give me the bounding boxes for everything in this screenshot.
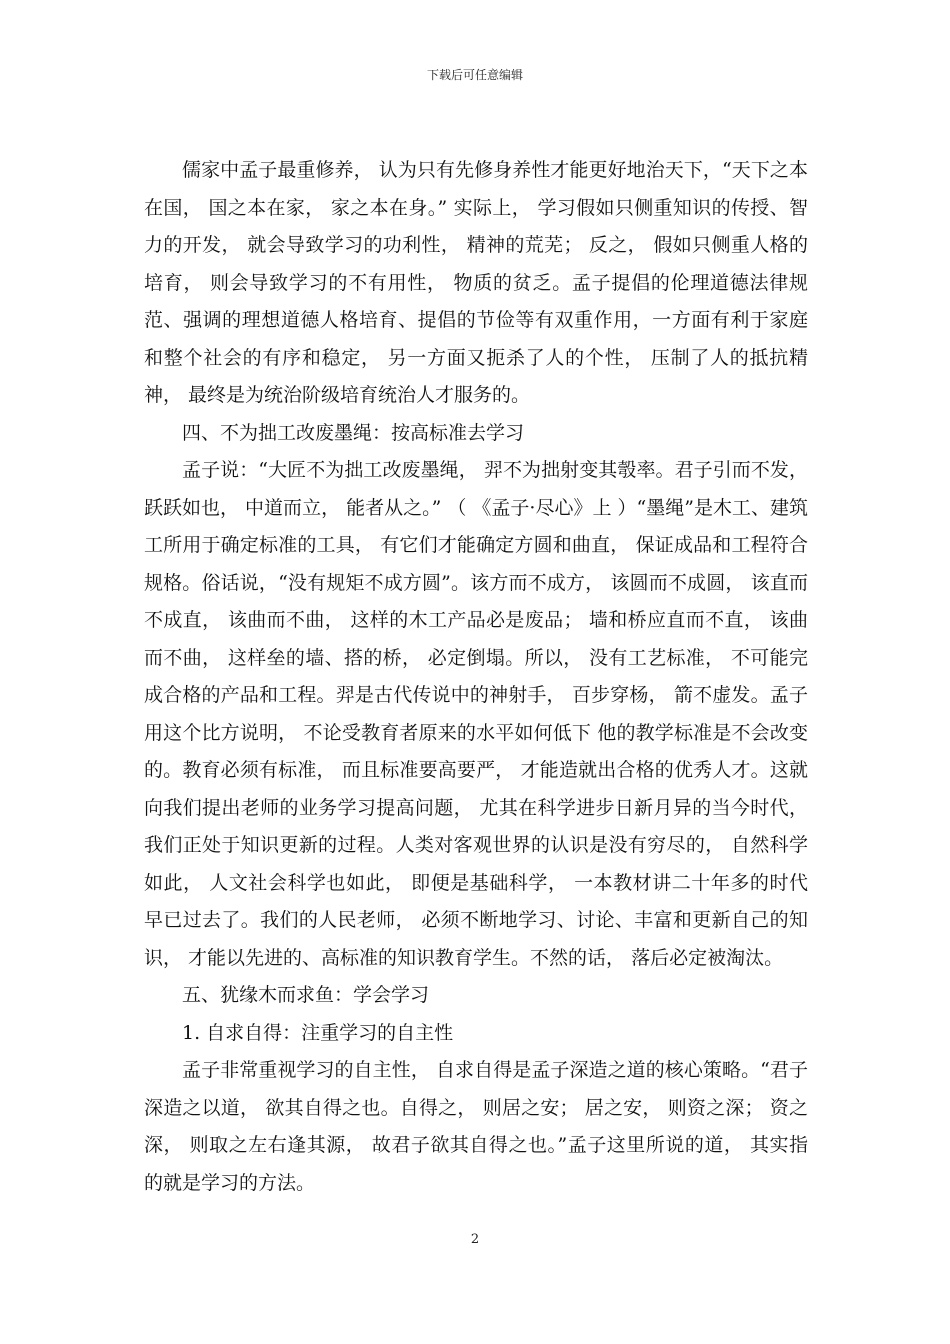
paragraph-self-learning: 孟子非常重视学习的自主性， 自求自得是孟子深造之道的核心策略。“君子深造之以道， 欲其自得之也。自得之， 则居之安； 居之安， 则资之深； 资之深， 则取之左右逢其源， 故君子欲其自得之也。”孟子这里所说的道， 其实指的就是学习的方法。	[144, 1059, 808, 1194]
page-number: 2	[470, 1232, 480, 1247]
section-heading-4: 四、不为拙工改废墨绳：按高标准去学习	[182, 421, 525, 444]
page-header: 下载后可任意编辑	[426, 68, 523, 82]
section-heading-5: 五、犹缘木而求鱼：学会学习	[182, 984, 430, 1006]
paragraph-mencius-cultivation: 儒家中孟子最重修养， 认为只有先修身养性才能更好地治天下，“天下之本在国， 国之本在家， 家之本在身。” 实际上， 学习假如只侧重知识的传授、智力的开发， 就会导致学习的功利性， 精神的荒芜； 反之， 假如只侧重人格的培育， 则会导致学习的不有用性， 物质的贫乏。孟子提倡的伦理道德法律规范、强调的理想道德人格培育、提倡的节俭等有双重作用，一方面有利于家庭和整个社会的有序和稳定， 另一方面又扼杀了人的个性， 压制了人的抵抗精神， 最终是为统治阶级培育统治人才服务的。	[144, 159, 808, 406]
subsection-heading-1: 1. 自求自得：注重学习的自主性	[182, 1021, 454, 1044]
body-text	[144, 152, 808, 1202]
paragraph-high-standards: 孟子说：“大匠不为拙工改废墨绳， 羿不为拙射变其彀率。君子引而不发， 跃跃如也， 中道而立， 能者从之。” （ 《孟子·尽心》上 ）“墨绳”是木工、建筑工所用于确定标准的工具， 有它们才能确定方圆和曲直， 保证成品和工程符合规格。俗话说，“没有规矩不成方圆”。该方而不成方， 该圆而不成圆， 该直而不成直， 该曲而不曲， 这样的木工产品必是废品； 墙和桥应直而不直， 该曲而不曲， 这样垒的墙、搭的桥， 必定倒塌。所以， 没有工艺标准， 不可能完成合格的产品和工程。羿是古代传说中的神射手， 百步穿杨， 箭不虚发。孟子用这个比方说明， 不论受教育者原来的水平如何低下 他的教学标准是不会改变的。教育必须有标准， 而且标准要高要严， 才能造就出合格的优秀人才。这就向我们提出老师的业务学习提高问题， 尤其在科学进步日新月异的当今时代，我们正处于知识更新的过程。人类对客观世界的认识是没有穷尽的， 自然科学如此， 人文社会科学也如此， 即便是基础科学， 一本教材讲二十年多的时代早已过去了。我们的人民老师， 必须不断地学习、讨论、丰富和更新自己的知识， 才能以先进的、高标准的知识教育学生。不然的话， 落后必定被淘汰。	[144, 459, 808, 969]
